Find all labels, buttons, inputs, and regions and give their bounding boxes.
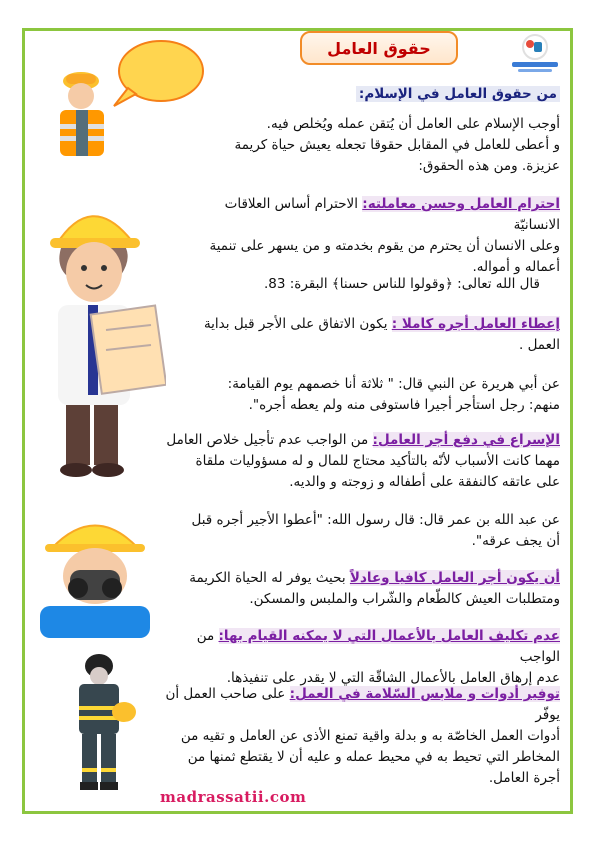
hadith-abu-hurayra bbox=[180, 374, 560, 416]
text-line: من الواجب عدم تأجيل خلاص العامل bbox=[166, 432, 369, 448]
hadith-ibn-umar bbox=[160, 510, 560, 552]
worker-speech-bubble-illustration bbox=[36, 36, 206, 156]
text-line: أعماله و أمواله. bbox=[472, 259, 560, 275]
text-line: أن يجف عرقه". bbox=[471, 533, 560, 549]
text-line: أدوات العمل الخاصّة به و بدلة واقية تمنع الأذى عن العامل و تقيه من bbox=[180, 728, 560, 744]
respect-section bbox=[180, 194, 560, 278]
fair-wage-keyword: أن يكون أجر العامل كافيا وعادلاً bbox=[349, 570, 560, 586]
text-line: على صاحب العمل أن يوفّر bbox=[165, 686, 560, 723]
text-line: الاحترام أساس العلاقات الانسانيّة bbox=[224, 196, 560, 233]
prompt-payment-section bbox=[160, 430, 560, 493]
full-wage-section bbox=[180, 314, 560, 356]
text-line: بحيث يوفر له الحياة الكريمة bbox=[189, 570, 346, 586]
page-title: حقوق العامل bbox=[300, 31, 458, 65]
quran-verse bbox=[180, 274, 540, 295]
text-line: مهما كانت الأسباب لأنّه بالتأكيد محتاج للمال و له مسؤوليات ملقاة bbox=[195, 453, 560, 469]
firefighter-illustration bbox=[64, 650, 144, 790]
no-overburden-section bbox=[160, 626, 560, 689]
intro-heading-text: من حقوق العامل في الإسلام: bbox=[356, 86, 560, 102]
text-line: يكون الاتفاق على الأجر قبل بداية bbox=[203, 316, 388, 332]
text-line: ومتطلبات العيش كالطّعام والشّراب والملبس والمسكن. bbox=[249, 591, 560, 607]
text-line: و أعطى للعامل في المقابل حقوقا تجعله يعيش حياة كريمة bbox=[234, 137, 560, 153]
intro-paragraph bbox=[200, 114, 560, 177]
engineer-blueprint-illustration bbox=[36, 190, 166, 480]
text-line: من الواجب bbox=[196, 628, 560, 665]
safety-keyword: توفير أدوات و ملابس السّلامة في العمل: bbox=[289, 686, 560, 702]
fair-wage-section bbox=[160, 568, 560, 610]
prompt-payment-keyword: الإسراع في دفع أجر العامل: bbox=[372, 432, 560, 448]
text-line: العمل . bbox=[519, 337, 560, 353]
text-line: عن عبد الله بن عمر قال: قال رسول الله: "أعطوا الأجير أجره قبل bbox=[191, 512, 560, 528]
text-line: وعلى الانسان أن يحترم من يقوم بخدمته و من يسهر على تنمية bbox=[209, 238, 560, 254]
text-line: عن أبي هريرة عن النبي قال: " ثلاثة أنا خصمهم يوم القيامة: bbox=[227, 376, 560, 392]
safety-section bbox=[150, 684, 560, 789]
text-line: على عاتقه كالنفقة على أطفاله و زوجته و والديه. bbox=[289, 474, 560, 490]
worker-mask-illustration bbox=[40, 508, 150, 638]
full-wage-keyword: إعطاء العامل أجره كاملا : bbox=[391, 316, 560, 332]
text-line: قال الله تعالى: ﴿وقولوا للناس حسنا﴾ البقرة: 83. bbox=[263, 276, 540, 292]
intro-heading bbox=[200, 84, 560, 105]
text-line: عزيزة. ومن هذه الحقوق: bbox=[418, 158, 560, 174]
text-line: منهم: رجل استأجر أجيرا فاستوفى منه ولم يعطه أجره". bbox=[248, 397, 560, 413]
respect-keyword: احترام العامل وحسن معاملته: bbox=[362, 196, 560, 212]
text-line: أوجب الإسلام على العامل أن يُتقن عمله ويُخلص فيه. bbox=[266, 116, 560, 132]
site-brand: madrassatii.com bbox=[160, 788, 307, 806]
no-overburden-keyword: عدم تكليف العامل بالأعمال التي لا يمكنه القيام بها: bbox=[218, 628, 560, 644]
text-line: عدم إرهاق العامل بالأعمال الشاقّة التي لا يقدر على تنفيذها. bbox=[226, 670, 560, 686]
logo-icon bbox=[512, 34, 558, 74]
text-line: المخاطر التي تحيط به في محيط عمله و عليه أن لا يقتطع ثمنها من bbox=[187, 749, 560, 765]
text-line: أجرة العامل. bbox=[488, 770, 560, 786]
